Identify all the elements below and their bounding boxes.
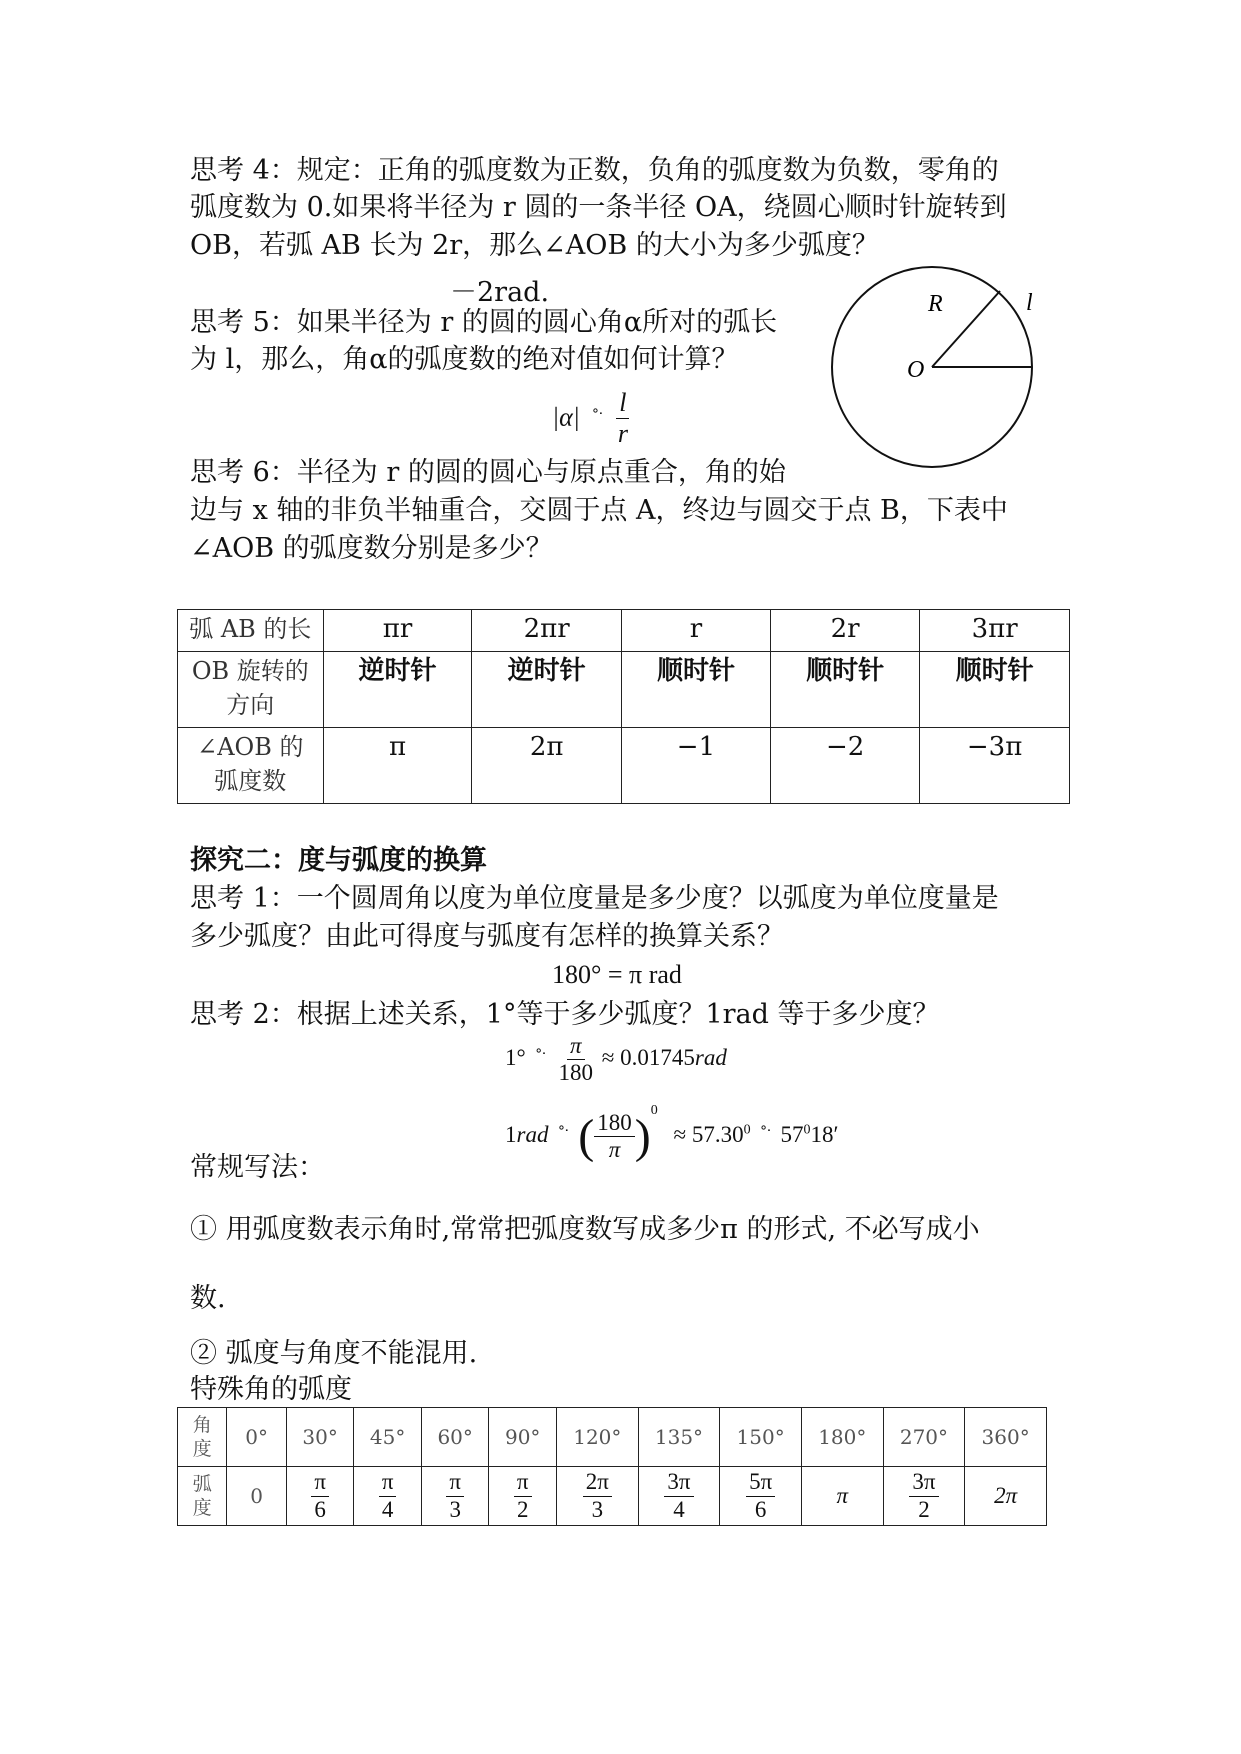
think1-line1: 思考 1：一个圆周角以度为单位度量是多少度？以弧度为单位度量是 (190, 883, 999, 914)
think5-formula (552, 388, 631, 449)
table-cell (883, 1467, 965, 1526)
one-degree-formula (505, 1033, 727, 1087)
think6-line1: 思考 6：半径为 r 的圆的圆心与原点重合，角的始 (190, 457, 786, 488)
think6-line3: ∠AOB 的弧度数分别是多少？ (190, 533, 553, 564)
fraction-denominator: 6 (314, 1496, 326, 1522)
radian-fraction (909, 1469, 938, 1523)
right-paren: ) (634, 1110, 651, 1164)
table-row (178, 610, 1070, 652)
fraction-numerator: π (311, 1469, 329, 1496)
radian-value: π (836, 1483, 849, 1508)
label-O: O (907, 357, 925, 383)
table-cell: 2π (472, 728, 621, 804)
fraction-denominator: 3 (449, 1496, 461, 1522)
table-cell: 2πr (472, 610, 621, 652)
radian-value: 2π (994, 1483, 1018, 1508)
exponent: 0 (650, 1103, 658, 1118)
fraction-numerator: 3π (909, 1469, 938, 1496)
formula-unit: rad (694, 1045, 727, 1071)
table-cell: π (323, 728, 472, 804)
left-paren: ( (578, 1110, 595, 1164)
circle-diagram (820, 260, 1050, 475)
rule1-line1: ① 用弧度数表示角时,常常把弧度数写成多少π 的形式, 不必写成小 (190, 1214, 980, 1245)
fraction-numerator: l (616, 388, 629, 419)
table-cell: 0° (227, 1408, 286, 1467)
radian-fraction (664, 1469, 693, 1523)
table-row (178, 728, 1070, 804)
pi-over-180 (556, 1033, 597, 1087)
think4-line3: OB，若弧 AB 长为 2r，那么∠AOB 的大小为多少弧度？ (190, 230, 879, 261)
radian-fraction (583, 1469, 612, 1523)
table-cell: 90° (489, 1408, 557, 1467)
section-heading: 探究二：度与弧度的换算 (190, 845, 487, 876)
rule2: ② 弧度与角度不能混用. (190, 1338, 478, 1369)
fraction-numerator: π (567, 1033, 585, 1060)
label-R: R (928, 291, 943, 317)
table-cell: πr (323, 610, 472, 652)
table-cell (720, 1467, 802, 1526)
table-cell: 0 (227, 1467, 286, 1526)
radian-fraction (446, 1469, 464, 1523)
degree-radian-formula: 180° = π rad (552, 960, 682, 989)
fraction-denominator: π (608, 1137, 621, 1163)
fraction-denominator: 6 (754, 1496, 767, 1522)
table-row (178, 1467, 1047, 1526)
table-cell (421, 1467, 489, 1526)
table-cell: 逆时针 (323, 652, 472, 728)
table-cell (801, 1467, 883, 1526)
fraction-numerator: 3π (664, 1469, 693, 1496)
fraction-l-over-r (615, 388, 631, 449)
equals-symbol: ᐤᐧ (558, 1123, 569, 1140)
table-cell: 60° (421, 1408, 489, 1467)
table-cell: 180° (801, 1408, 883, 1467)
arc-direction-table (177, 609, 1070, 804)
table-cell: 150° (720, 1408, 802, 1467)
table-cell (178, 1408, 227, 1467)
table-row (178, 652, 1070, 728)
cell-line: ∠AOB 的 (197, 733, 304, 761)
table-cell: 360° (965, 1408, 1047, 1467)
fraction-numerator: π (379, 1469, 397, 1496)
fraction-numerator: 5π (746, 1469, 775, 1496)
think4-answer: －2rad. (450, 277, 550, 308)
think5-line2: 为 l，那么，角α的弧度数的绝对值如何计算？ (190, 344, 739, 375)
one-radian-formula (505, 1103, 838, 1164)
think4-line1: 思考 4：规定：正角的弧度数为正数，负角的弧度数为负数，零角的 (190, 155, 999, 186)
approx-exponent: 0 (743, 1122, 751, 1138)
radian-fraction (311, 1469, 329, 1523)
equals-symbol: ᐤᐧ (592, 404, 603, 424)
cell-line: 弧度数 (214, 767, 287, 795)
formula-rhs: ≈ 0.01745 (601, 1045, 695, 1071)
rule1-line2: 数. (190, 1283, 226, 1314)
table-cell (489, 1467, 557, 1526)
abs-alpha: |α| (552, 402, 580, 432)
table-cell: 逆时针 (472, 652, 621, 728)
fraction-numerator: 180 (594, 1110, 635, 1137)
equals-symbol: ᐤᐧ (760, 1123, 771, 1140)
cell-line: 角 (192, 1414, 212, 1436)
convention-label: 常规写法： (190, 1152, 325, 1183)
result-degrees: 57 (780, 1122, 804, 1147)
approx-value: ≈ 57.30 (673, 1122, 744, 1147)
radian-fraction (379, 1469, 397, 1523)
table-cell: 45° (354, 1408, 422, 1467)
table-cell: −2 (771, 728, 920, 804)
label-l: l (1026, 290, 1033, 316)
table-cell (178, 1467, 227, 1526)
cell-line: OB 旋转的 (191, 657, 309, 685)
table-cell: −3π (920, 728, 1070, 804)
think6-line2: 边与 x 轴的非负半轴重合，交圆于点 A，终边与圆交于点 B，下表中 (190, 495, 1008, 526)
fraction-denominator: 180 (558, 1060, 594, 1086)
table-cell: −1 (621, 728, 770, 804)
table-cell: 270° (883, 1408, 965, 1467)
table-cell (178, 652, 324, 728)
table-cell: 120° (556, 1408, 638, 1467)
fraction-denominator: 4 (381, 1496, 394, 1522)
table-cell: 顺时针 (771, 652, 920, 728)
table-cell (556, 1467, 638, 1526)
result-minutes: 18′ (810, 1122, 839, 1147)
fraction-denominator: 2 (516, 1496, 529, 1522)
table-cell: 顺时针 (621, 652, 770, 728)
think2-line1: 思考 2：根据上述关系，1°等于多少弧度？1rad 等于多少度？ (190, 999, 940, 1030)
formula-unit: rad (516, 1122, 549, 1147)
fraction-denominator: r (617, 418, 628, 448)
special-angles-title: 特殊角的弧度 (190, 1374, 352, 1405)
cell-line: 度 (192, 1497, 212, 1519)
think5-line1: 思考 5：如果半径为 r 的圆的圆心角α所对的弧长 (190, 307, 778, 338)
table-cell: r (621, 610, 770, 652)
table-cell (638, 1467, 720, 1526)
180-over-pi (594, 1110, 635, 1164)
table-cell: 顺时针 (920, 652, 1070, 728)
fraction-numerator: 2π (583, 1469, 612, 1496)
fraction-denominator: 2 (918, 1496, 930, 1522)
formula-lhs: 1 (505, 1122, 517, 1147)
fraction-denominator: 4 (673, 1496, 685, 1522)
radian-fraction (514, 1469, 532, 1523)
think4-line2: 弧度数为 0.如果将半径为 r 圆的一条半径 OA，绕圆心顺时针旋转到 (190, 192, 1007, 223)
fraction-denominator: 3 (591, 1496, 604, 1522)
table-cell (354, 1467, 422, 1526)
table-row (178, 1408, 1047, 1467)
radian-fraction (746, 1469, 775, 1523)
table-cell (965, 1467, 1047, 1526)
think1-line2: 多少弧度？由此可得度与弧度有怎样的换算关系？ (190, 921, 784, 952)
formula-lhs: 1° (505, 1045, 526, 1071)
table-cell: 3πr (920, 610, 1070, 652)
table-cell (286, 1467, 354, 1526)
fraction-numerator: π (446, 1469, 464, 1496)
fraction-numerator: π (514, 1469, 532, 1496)
cell-line: 度 (192, 1438, 212, 1460)
table-cell: 135° (638, 1408, 720, 1467)
equals-symbol: ᐤᐧ (535, 1046, 546, 1064)
table-cell: 30° (286, 1408, 354, 1467)
table-cell: 2r (771, 610, 920, 652)
cell-line: 弧 (192, 1473, 212, 1495)
special-angles-table (177, 1407, 1047, 1526)
result-exponent: 0 (803, 1122, 811, 1138)
table-cell (178, 728, 324, 804)
table-cell: 弧 AB 的长 (178, 610, 324, 652)
cell-line: 方向 (226, 691, 275, 719)
